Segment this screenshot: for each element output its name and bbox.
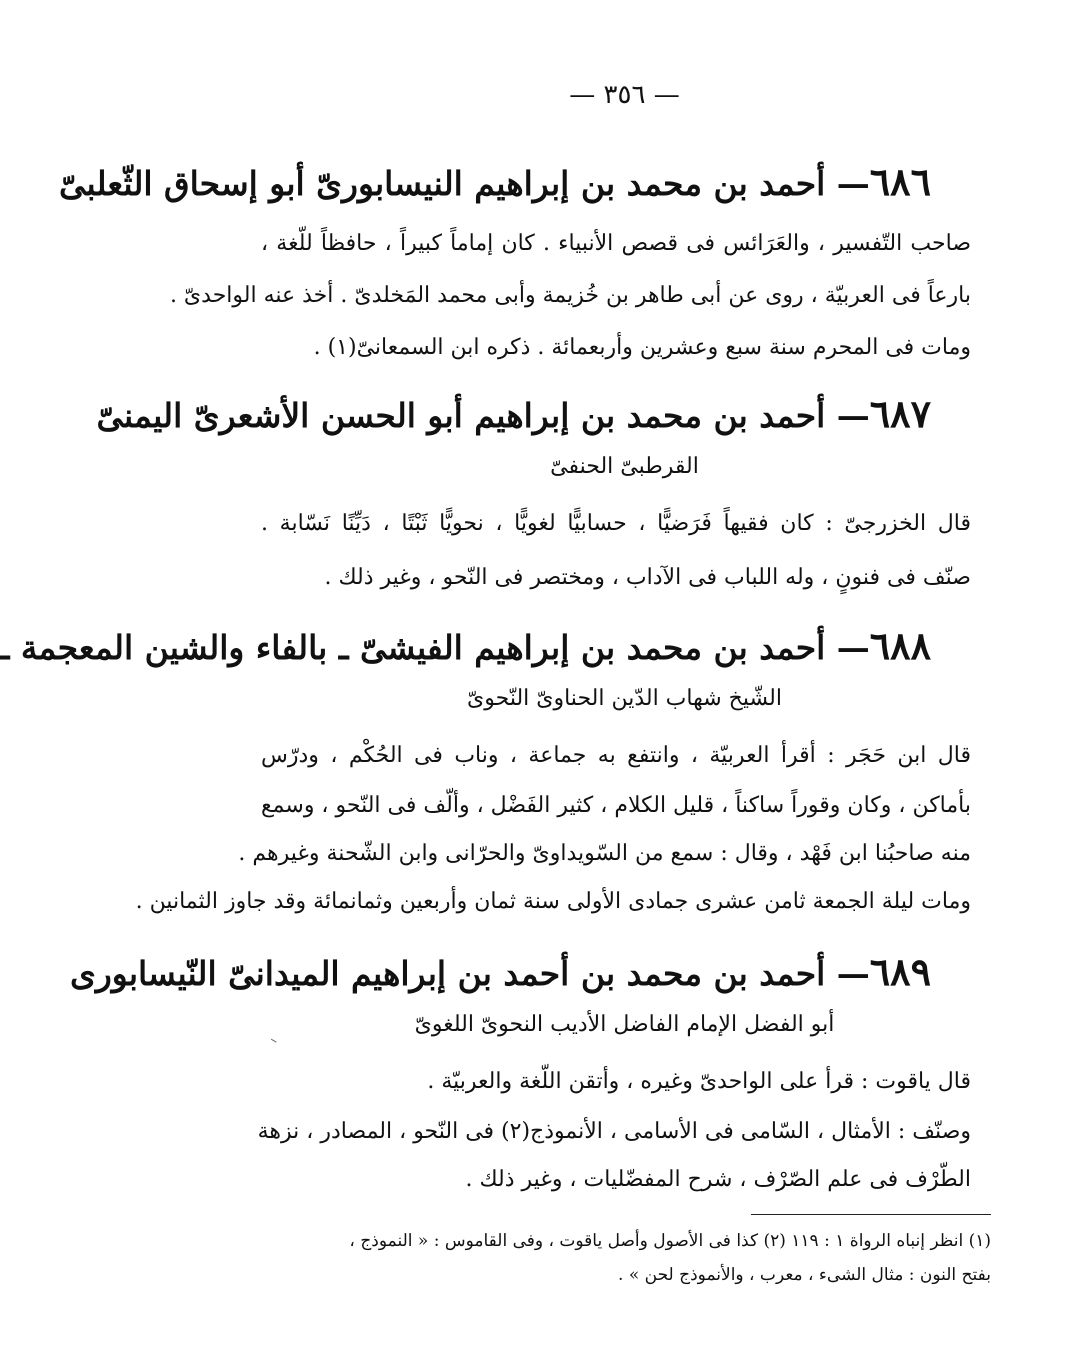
body-line: الطّرْف فى علم الصّرْف ، شرح المفضّليات ، وغير ذلك . [465,1167,971,1192]
body-line: قال ياقوت : قرأ على الواحدىّ وغيره ، وأتقن اللّغة والعربيّة . [427,1069,971,1094]
entry-subheading: القرطبىّ الحنفىّ [550,454,699,479]
page-number: — ٣٥٦ — [569,80,680,110]
entry-title: — أحمد بن محمد بن إبراهيم النيسابورىّ أبو إسحاق الثّعلبىّ [59,164,870,203]
entry-heading-686 [59,159,931,206]
entry-title: — أحمد بن محمد بن إبراهيم أبو الحسن الأشعرىّ اليمنىّ [96,396,870,435]
entry-number: ٦٨٩ [869,949,931,994]
body-line: بأماكن ، وكان وقوراً ساكناً ، قليل الكلام ، كثير الفَضْل ، وألّف فى النّحو ، وسمع [260,793,971,818]
body-line: صاحب التّفسير ، والعَرَائس فى قصص الأنبياء . كان إماماً كبيراً ، حافظاً للّغة ، [261,231,971,256]
entry-subheading: الشّيخ شهاب الدّين الحناوىّ النّحوىّ [467,686,782,711]
body-line: قال ابن حَجَر : أقرأ العربيّة ، وانتفع به جماعة ، وناب فى الحُكْم ، ودرّس [261,743,971,768]
body-line: وصنّف : الأمثال ، السّامى فى الأسامى ، الأنموذج(٢) فى النّحو ، المصادر ، نزهة [257,1119,971,1144]
entry-heading-688 [0,623,931,670]
entry-title: — أحمد بن محمد بن أحمد بن إبراهيم الميدانىّ النّيسابورى [70,954,870,993]
entry-title: — أحمد بن محمد بن إبراهيم الفيشىّ ـ بالفاء والشين المعجمة ـ [0,628,870,667]
entry-number: ٦٨٧ [869,391,931,436]
entry-subheading: أبو الفضل الإمام الفاضل الأديب النحوىّ اللغوىّ [414,1012,835,1037]
body-line: ومات فى المحرم سنة سبع وعشرين وأربعمائة . ذكره ابن السمعانىّ(١) . [313,335,971,360]
entry-number: ٦٨٦ [869,159,931,204]
footnote-line: بفتح النون : مثال الشىء ، معرب ، والأنموذج لحن » . [618,1265,991,1285]
footnote-line: (١) انظر إنباه الرواة ١ : ١١٩ (٢) كذا فى الأصول وأصل ياقوت ، وفى القاموس : « النموذج ، [349,1231,991,1251]
body-line: ومات ليلة الجمعة ثامن عشرى جمادى الأولى سنة ثمان وأربعين وثمانمائة وقد جاوز الثمانين . [135,889,971,914]
entry-heading-689 [70,949,931,996]
entry-heading-687 [96,391,931,438]
entry-number: ٦٨٨ [869,623,931,668]
body-line: منه صاحبُنا ابن فَهْد ، وقال : سمع من السّويداوىّ والحرّانى وابن الشّحنة وغيرهم . [238,841,971,866]
body-line: بارعاً فى العربيّة ، روى عن أبى طاهر بن خُزيمة وأبى محمد المَخلدىّ . أخذ عنه الواحدىّ . [169,283,971,308]
body-line: قال الخزرجىّ : كان فقيهاً فَرَضيًّا ، حسابيًّا لغويًّا ، نحويًّا ثَبْتًا ، دَيِّنًا نَسّابة . [261,511,971,536]
footnote-rule [751,1214,991,1215]
body-line: صنّف فى فنونٍ ، وله اللباب فى الآداب ، ومختصر فى النّحو ، وغير ذلك . [324,565,971,590]
